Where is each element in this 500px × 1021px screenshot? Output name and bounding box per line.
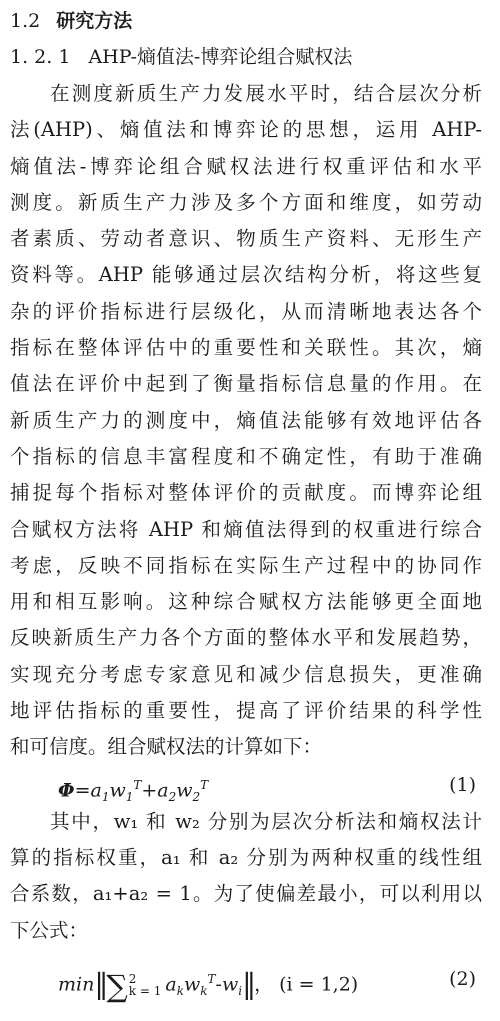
plus-sign: + (141, 778, 158, 801)
paragraph-line: 实现充分考虑专家意见和减少信息损失，更准确 (10, 662, 482, 686)
phi-symbol: Φ (58, 778, 75, 801)
paragraph-line: 法(AHP)、熵值法和博弈论的思想，运用 AHP- (10, 118, 482, 142)
paragraph-line: 考虑，反映不同指标在实际生产过程中的协同作 (10, 553, 482, 577)
equation-2-expression (58, 949, 358, 1021)
equals-sign: = (74, 778, 91, 801)
index-condition: ， (i = 1,2) (254, 973, 359, 996)
paragraph-line: 合系数，a₁+a₂ = 1。为了使偏差最小，可以利用以 (10, 882, 482, 906)
paragraph-line: 在测度新质生产力发展水平时，结合层次分析 (50, 82, 482, 105)
paragraph-line: 用和相互影响。这种综合赋权方法能够更全面地 (10, 590, 482, 614)
coef-a2-sub: 2 (168, 789, 177, 804)
coef-ak-sub: k (176, 983, 184, 998)
paragraph-methods (10, 76, 482, 766)
weight-w1: w (109, 778, 126, 801)
norm-close: ‖ (242, 967, 255, 1001)
equation-2-number: (2) (449, 967, 476, 990)
equation-2 (10, 949, 482, 1009)
paragraph-line: 个指标的信息丰富程度和不确定性，有助于准确 (10, 444, 482, 468)
paragraph-line: 和可信度。组合赋权法的计算如下： (10, 735, 323, 759)
coef-a2: a (157, 778, 169, 801)
norm-open: ‖ (94, 967, 107, 1001)
transpose-sup: T (207, 971, 216, 986)
paragraph-line: 值法在评价中起到了衡量指标信息量的作用。在 (10, 372, 482, 396)
paragraph-line: 新质生产力的测度中，熵值法能够有效地评估各 (10, 408, 482, 432)
paragraph-line: 者素质、劳动者意识、物质生产资料、无形生产 (10, 227, 482, 251)
weight-wk: w (183, 973, 201, 996)
coef-a1-sub: 1 (101, 789, 110, 804)
subsection-heading (10, 38, 482, 76)
weight-wi: w (221, 973, 239, 996)
weight-wk-sub: k (200, 983, 208, 998)
min-function: min (58, 973, 95, 996)
paragraph-line: 指标在整体评估中的重要性和关联性。其次，熵 (10, 336, 482, 360)
paragraph-line: 捕捉每个指标对整体评价的贡献度。而博弈论组 (10, 481, 482, 505)
weight-wi-sub: i (238, 983, 243, 998)
weight-w2-sub: 2 (192, 789, 201, 804)
paragraph-line: 下公式： (10, 918, 89, 942)
sum-upper-limit: 2 (128, 972, 137, 987)
paragraph-line: 合赋权方法将 AHP 和熵值法得到的权重进行综合 (10, 517, 482, 541)
paragraph-line: 熵值法-博弈论组合赋权法进行权重评估和水平 (10, 154, 482, 178)
coef-ak: a (165, 973, 177, 996)
weight-w1-sub: 1 (125, 789, 134, 804)
paragraph-line: 其中，w₁ 和 w₂ 分别为层次分析法和熵权法计 (50, 809, 482, 833)
section-title: 研究方法 (56, 10, 133, 32)
paragraph-line: 算的指标权重，a₁ 和 a₂ 分别为两种权重的线性组 (10, 845, 482, 869)
transpose-sup: T (133, 777, 142, 792)
sum-limits (129, 973, 162, 997)
section-heading (10, 4, 482, 38)
sigma-symbol: ∑ (106, 969, 128, 1005)
weight-w2: w (176, 778, 193, 801)
equation-1-number: (1) (449, 773, 476, 796)
section-number: 1.2 (10, 10, 41, 32)
paragraph-line: 杂的评价指标进行层级化，从而清晰地表达各个 (10, 299, 482, 323)
paragraph-line: 测度。新质生产力涉及多个方面和维度，如劳动 (10, 190, 482, 214)
paragraph-line: 地评估指标的重要性，提高了评价结果的科学性 (10, 699, 482, 723)
paragraph-line: 反映新质生产力各个方面的整体水平和发展趋势， (10, 626, 482, 650)
subsection-title: AHP-熵值法-博弈论组合赋权法 (88, 46, 353, 68)
sum-lower-limit: k = 1 (128, 984, 162, 999)
equation-1-expression (58, 766, 208, 816)
minus-sign: - (215, 973, 222, 996)
coef-a1: a (90, 778, 102, 801)
paragraph-line: 资料等。AHP 能够通过层次结构分析，将这些复 (10, 263, 482, 287)
transpose-sup: T (200, 777, 209, 792)
subsection-number: 1. 2. 1 (10, 46, 71, 68)
equation-1 (10, 766, 482, 804)
paragraph-explanation (10, 804, 482, 949)
